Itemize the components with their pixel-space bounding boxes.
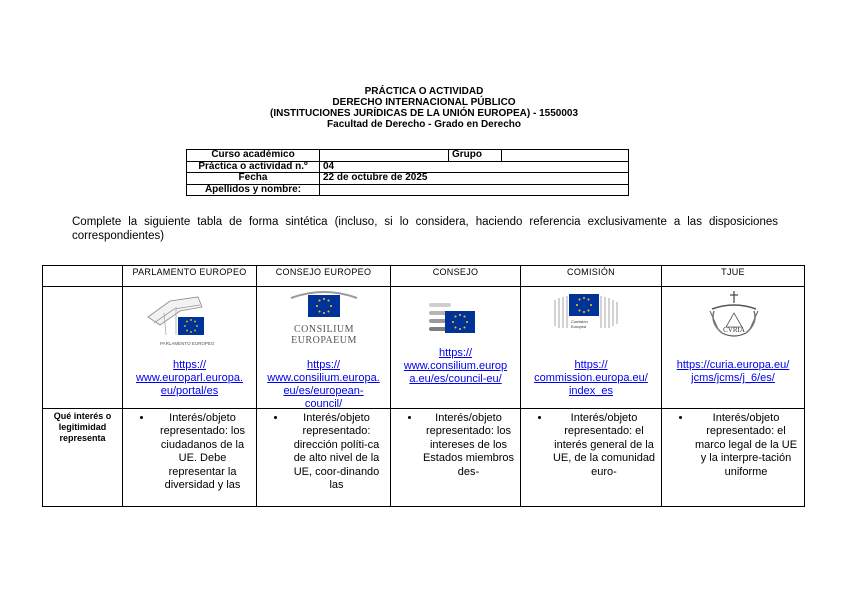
list-item: • Interés/objeto representado: los intereses de los Estados miembros des- xyxy=(421,412,516,479)
url-parlamento[interactable]: https:// www.europarl.europa. eu/portal/es xyxy=(135,359,243,397)
doc-title: PRÁCTICA O ACTIVIDAD xyxy=(364,86,484,97)
bullet-cell-comision[interactable] xyxy=(521,409,662,507)
apellidos-value[interactable] xyxy=(320,184,629,196)
bullet-cell-parlamento[interactable] xyxy=(123,409,257,507)
url-comision[interactable]: https:// commission.europa.eu/ index_es xyxy=(534,359,648,397)
bullet-cell-consejo[interactable] xyxy=(391,409,521,507)
curia-logo xyxy=(704,289,764,347)
logo-cell-comision xyxy=(521,287,662,409)
bullet-cell-consejo-europeo[interactable] xyxy=(257,409,391,507)
fecha-value[interactable]: 22 de octubre de 2025 xyxy=(320,173,629,185)
list-item: • Interés/objeto representado: el marco legal de la UE y la interpre-tación uniforme xyxy=(692,412,800,479)
header-parlamento: PARLAMENTO EUROPEO xyxy=(123,266,257,287)
doc-faculty: Facultad de Derecho - Grado en Derecho xyxy=(327,119,521,130)
consilium-europaeum-logo xyxy=(287,288,361,350)
bullet-cell-tjue[interactable] xyxy=(662,409,805,507)
student-info-table xyxy=(186,149,629,196)
logo-cell-consejo-europeo xyxy=(257,287,391,409)
header-consejo-europeo: CONSEJO EUROPEO xyxy=(257,266,391,287)
curso-label: Curso académico xyxy=(187,150,320,162)
svg-text:EUROPAEUM: EUROPAEUM xyxy=(291,335,357,346)
institutions-table xyxy=(42,265,805,507)
svg-text:Europea: Europea xyxy=(571,324,587,329)
logo-cell-consejo xyxy=(391,287,521,409)
url-consejo[interactable]: https:// www.consilium.europ a.eu/es/council-eu/ xyxy=(403,347,508,385)
instructions-text: Complete la siguiente tabla de forma sintética (incluso, si lo considera, haciendo referencia exclusivamente a las disposiciones correspondientes) xyxy=(72,216,778,242)
european-commission-logo xyxy=(551,290,633,342)
header-row xyxy=(43,266,805,287)
doc-course: (INSTITUCIONES JURÍDICAS DE LA UNIÓN EUROPEA) - 1550003 xyxy=(269,108,579,119)
list-item: • Interés/objeto representado: dirección políti-ca de alto nivel de la UE, coor-dinando las xyxy=(287,412,386,492)
list-item: • Interés/objeto representado: el interés general de la UE, de la comunidad euro- xyxy=(551,412,657,479)
interes-row xyxy=(43,409,805,507)
header-tjue: TJUE xyxy=(662,266,805,287)
logo-row-label xyxy=(43,287,123,409)
curso-value[interactable] xyxy=(320,150,449,162)
fecha-label: Fecha xyxy=(187,173,320,185)
doc-subject: DERECHO INTERNACIONAL PÚBLICO xyxy=(332,97,516,108)
grupo-value[interactable] xyxy=(502,150,629,162)
header-consejo: CONSEJO xyxy=(391,266,521,287)
logo-cell-parlamento xyxy=(123,287,257,409)
svg-text:PARLAMENTO EUROPEO: PARLAMENTO EUROPEO xyxy=(160,341,215,346)
practica-value[interactable]: 04 xyxy=(320,161,629,173)
list-item: • Interés/objeto representado: los ciudadanos de la UE. Debe representar la diversidad y las xyxy=(153,412,252,492)
grupo-label: Grupo xyxy=(449,150,502,162)
apellidos-label: Apellidos y nombre: xyxy=(187,184,320,196)
european-parliament-logo xyxy=(140,295,240,347)
practica-label: Práctica o actividad n.º xyxy=(187,161,320,173)
url-tjue[interactable]: https://curia.europa.eu/ jcms/jcms/j_6/es/ xyxy=(676,359,790,384)
header-comision: COMISIÓN xyxy=(521,266,662,287)
svg-text:CVRIA: CVRIA xyxy=(723,326,745,334)
council-eu-logo xyxy=(425,301,487,343)
row-label-interes: Qué interés o legitimidad representa xyxy=(43,409,123,507)
url-consejo-europeo[interactable]: https:// www.consilium.europa. eu/es/european- council/ xyxy=(267,359,380,409)
corner-cell xyxy=(43,266,123,287)
logo-cell-tjue xyxy=(662,287,805,409)
svg-text:CONSILIUM: CONSILIUM xyxy=(293,324,355,335)
logo-row xyxy=(43,287,805,409)
svg-text:Comisión: Comisión xyxy=(571,319,588,324)
